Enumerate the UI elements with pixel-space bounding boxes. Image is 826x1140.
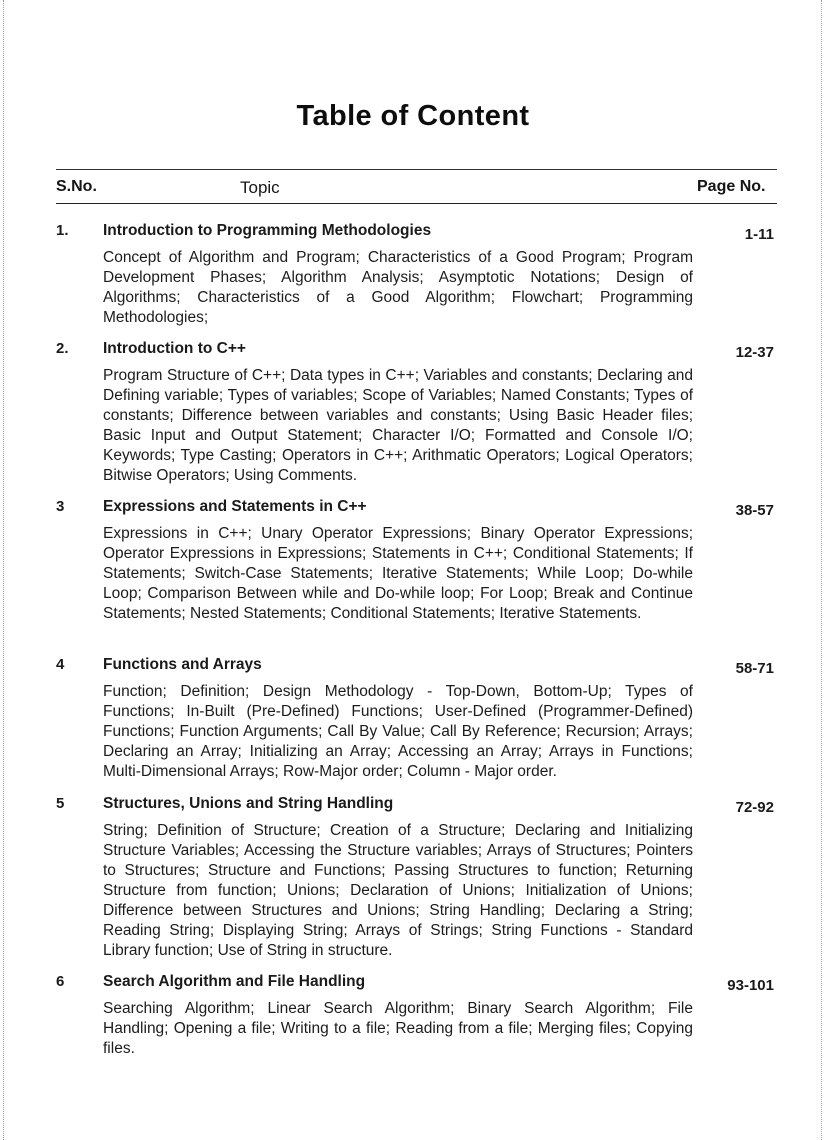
- entry-number: 1.: [56, 222, 69, 239]
- entry-heading: Structures, Unions and String Handling: [103, 795, 394, 812]
- entry-description: Searching Algorithm; Linear Search Algorithm; Binary Search Algorithm; File Handling; Opening a file; Writing to a file; Reading from a file; Merging files; Copying files.: [103, 1000, 693, 1057]
- entry-heading: Introduction to Programming Methodologies: [103, 222, 432, 239]
- entry-pages: 72-92: [735, 799, 774, 816]
- page-edge-right: [821, 0, 822, 1140]
- header-rule-bottom: [56, 203, 777, 204]
- entry-heading: Introduction to C++: [103, 340, 246, 357]
- entry-number: 6: [56, 973, 65, 990]
- entry-heading: Functions and Arrays: [103, 656, 262, 673]
- entry-pages: 58-71: [735, 660, 774, 677]
- entry-pages: 12-37: [735, 344, 774, 361]
- entry-number: 3: [56, 498, 65, 515]
- entry-number: 5: [56, 795, 65, 812]
- entry-description: Expressions in C++; Unary Operator Expressions; Binary Operator Expressions; Operator Expressions in Expressions; Statements in C++; Conditional Statements; If Statements; Switch-Case Statements; Iterative Statements; While Loop; Do-while Loop; Comparison Between while and Do-while loop; For Loop; Break and Continue Statements; Nested Statements; Conditional Statements; Iterative Statements.: [103, 525, 693, 622]
- column-header-page: Page No.: [697, 178, 766, 195]
- column-header-topic: Topic: [240, 178, 280, 197]
- header-rule-top: [56, 169, 777, 170]
- entry-description: Concept of Algorithm and Program; Characteristics of a Good Program; Program Development Phases; Algorithm Analysis; Asymptotic Notations; Design of Algorithms; Characteristics of a Good Algorithm; Flowchart; Programming Methodologies;: [103, 249, 693, 326]
- page-edge-left: [3, 0, 4, 1140]
- column-header-sno: S.No.: [56, 178, 97, 195]
- entry-pages: 1-11: [744, 226, 774, 243]
- entry-description: Function; Definition; Design Methodology - Top-Down, Bottom-Up; Types of Functions; In-Built (Pre-Defined) Functions; User-Defined (Programmer-Defined) Functions; Function Arguments; Call By Value; Call By Reference; Recursion; Arrays; Declaring an Array; Initializing an Array; Accessing an Array; Arrays in Functions; Multi-Dimensional Arrays; Row-Major order; Column - Major order.: [103, 683, 693, 780]
- entry-description: String; Definition of Structure; Creation of a Structure; Declaring and Initializing Structure Variables; Accessing the Structure variables; Arrays of Structures; Pointers to Structures; Structure and Functions; Passing Structures to function; Returning Structure from function; Unions; Declaration of Unions; Initialization of Unions; Difference between Structures and Unions; String Handling; Declaring a String; Reading String; Displaying String; Arrays of Strings; String Functions - Standard Library function; Use of String in structure.: [103, 822, 693, 959]
- page-title: Table of Content: [296, 100, 530, 132]
- entry-pages: 93-101: [727, 977, 774, 994]
- entry-heading: Expressions and Statements in C++: [103, 498, 367, 515]
- entry-number: 2.: [56, 340, 69, 357]
- entry-heading: Search Algorithm and File Handling: [103, 973, 366, 990]
- entry-description: Program Structure of C++; Data types in C++; Variables and constants; Declaring and Defining variable; Types of variables; Scope of Variables; Named Constants; Types of constants; Difference between variables and constants; Using Basic Header files; Basic Input and Output Statement; Character I/O; Formatted and Console I/O; Keywords; Type Casting; Operators in C++; Arithmatic Operators; Logical Operators; Bitwise Operators; Using Comments.: [103, 367, 693, 484]
- entry-pages: 38-57: [735, 502, 774, 519]
- entry-number: 4: [56, 656, 65, 673]
